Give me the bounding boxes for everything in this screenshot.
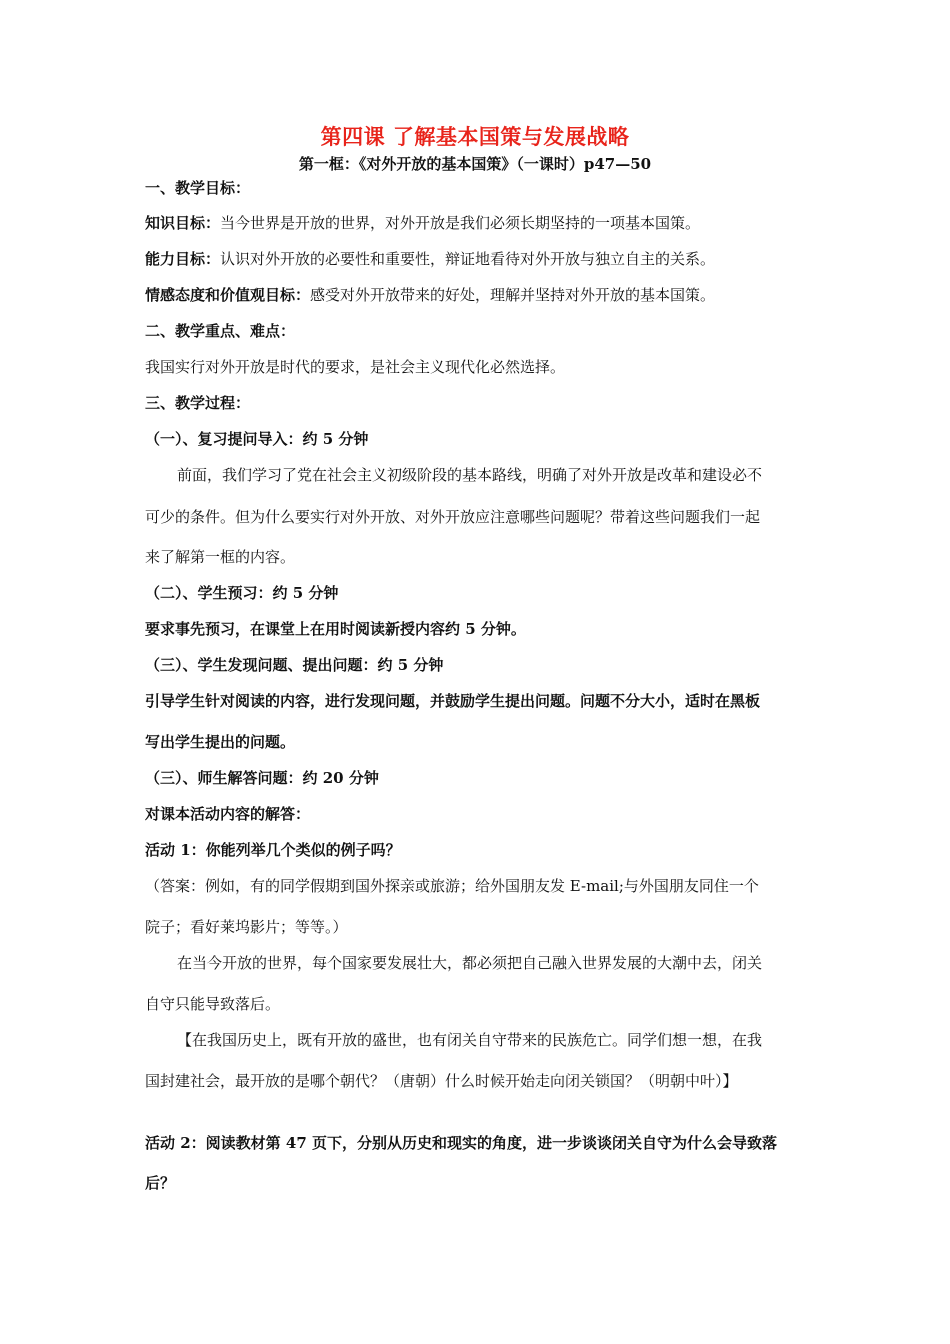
knowledge-goal-label: 知识目标： bbox=[145, 214, 221, 232]
open-world-paragraph-line-2: 自守只能导致落后。 bbox=[145, 995, 281, 1013]
emotion-goal-label: 情感态度和价值观目标： bbox=[145, 286, 311, 304]
section-heading-keypoints: 二、教学重点、难点： bbox=[145, 322, 296, 340]
ability-goal bbox=[145, 248, 835, 270]
ability-goal-label: 能力目标： bbox=[145, 250, 221, 268]
section-heading-goals: 一、教学目标： bbox=[145, 179, 251, 197]
activity1-answer-line-1: （答案：例如，有的同学假期到国外探亲或旅游；给外国朋友发 E-mail;与外国朋友同住一个 bbox=[145, 877, 759, 895]
step1-paragraph-line-2: 可少的条件。但为什么要实行对外开放、对外开放应注意哪些问题呢？带着这些问题我们一起 bbox=[145, 508, 761, 526]
knowledge-goal-text: 当今世界是开放的世界，对外开放是我们必须长期坚持的一项基本国策。 bbox=[220, 214, 701, 232]
keypoint-text: 我国实行对外开放是时代的要求，是社会主义现代化必然选择。 bbox=[145, 358, 566, 376]
ability-goal-text: 认识对外开放的必要性和重要性，辩证地看待对外开放与独立自主的关系。 bbox=[220, 250, 716, 268]
answers-heading: 对课本活动内容的解答： bbox=[145, 805, 311, 823]
activity1-answer-line-2: 院子；看好莱坞影片；等等。） bbox=[145, 918, 348, 936]
step2-heading: （二）、学生预习：约 5 分钟 bbox=[145, 584, 339, 602]
activity2-line-1: 活动 2：阅读教材第 47 页下，分别从历史和现实的角度，进一步谈谈闭关自守为什么会导致落 bbox=[145, 1134, 777, 1152]
open-world-paragraph-line-1: 在当今开放的世界，每个国家要发展壮大，都必须把自己融入世界发展的大潮中去，闭关 bbox=[177, 954, 763, 972]
step4-heading: （三）、师生解答问题：约 20 分钟 bbox=[145, 769, 379, 787]
step1-heading: （一）、复习提问导入：约 5 分钟 bbox=[145, 430, 369, 448]
knowledge-goal bbox=[145, 212, 835, 234]
emotion-goal bbox=[145, 284, 835, 306]
history-paragraph-line-2: 国封建社会，最开放的是哪个朝代？（唐朝）什么时候开始走向闭关锁国？（明朝中叶）】 bbox=[145, 1072, 738, 1090]
step3-text-line-2: 写出学生提出的问题。 bbox=[145, 733, 296, 751]
activity1-heading: 活动 1：你能列举几个类似的例子吗？ bbox=[145, 841, 401, 859]
lesson-subtitle: 第一框：《对外开放的基本国策》（一课时）p47—50 bbox=[298, 155, 652, 173]
activity2-line-2: 后？ bbox=[145, 1174, 176, 1192]
step1-paragraph-line-3: 来了解第一框的内容。 bbox=[145, 548, 296, 566]
history-paragraph-line-1: 【在我国历史上，既有开放的盛世，也有闭关自守带来的民族危亡。同学们想一想，在我 bbox=[177, 1031, 763, 1049]
step1-paragraph-line-1: 前面，我们学习了党在社会主义初级阶段的基本路线，明确了对外开放是改革和建设必不 bbox=[177, 466, 763, 484]
emotion-goal-text: 感受对外开放带来的好处，理解并坚持对外开放的基本国策。 bbox=[310, 286, 716, 304]
step2-text: 要求事先预习，在课堂上在用时阅读新授内容约 5 分钟。 bbox=[145, 620, 526, 638]
step3-heading: （三）、学生发现问题、提出问题：约 5 分钟 bbox=[145, 656, 444, 674]
section-heading-process: 三、教学过程： bbox=[145, 394, 251, 412]
lesson-title: 第四课 了解基本国策与发展战略 bbox=[320, 124, 630, 149]
step3-text-line-1: 引导学生针对阅读的内容，进行发现问题，并鼓励学生提出问题。问题不分大小，适时在黑板 bbox=[145, 692, 761, 710]
